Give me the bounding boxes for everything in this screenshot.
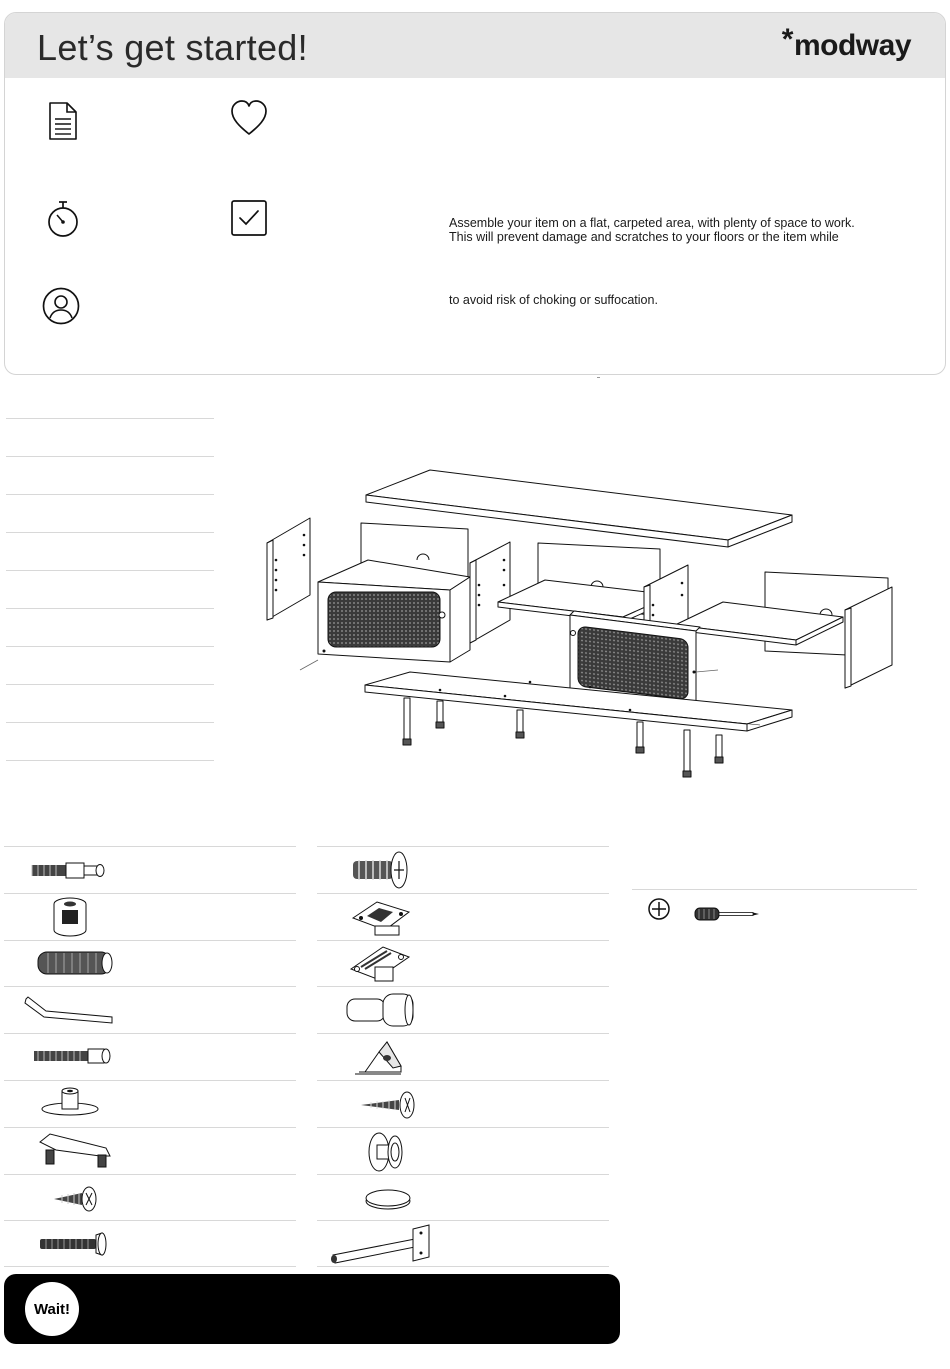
hardware-row-knob bbox=[317, 1127, 609, 1174]
machine-screw-icon bbox=[36, 1223, 112, 1265]
tiny-mark bbox=[597, 377, 600, 378]
warning-banner bbox=[4, 1274, 620, 1344]
left-side-panel bbox=[267, 518, 310, 620]
hinge-cup-icon bbox=[347, 943, 413, 985]
hardware-row-allen-key bbox=[4, 986, 296, 1033]
hardware-row-corner-bracket bbox=[317, 1033, 609, 1080]
heart-icon bbox=[229, 99, 269, 137]
leveling-foot-icon bbox=[38, 1083, 102, 1125]
hardware-row-hinge-cup bbox=[317, 940, 609, 987]
hardware-table-b bbox=[317, 846, 609, 1267]
allen-key-icon bbox=[22, 989, 118, 1031]
parts-row bbox=[6, 570, 214, 608]
brand-name: modway bbox=[793, 29, 911, 62]
intro-card bbox=[4, 12, 946, 375]
checkbox-icon bbox=[230, 199, 268, 237]
hardware-row-leg bbox=[317, 1220, 609, 1267]
hardware-row-shelf-clip bbox=[4, 1127, 296, 1174]
tools-divider bbox=[632, 889, 917, 890]
hardware-row-machine-screw bbox=[4, 1220, 296, 1267]
hardware-row-leveling-foot bbox=[4, 1080, 296, 1127]
parts-row bbox=[6, 418, 214, 456]
middle-divider bbox=[470, 542, 510, 643]
knob-icon bbox=[361, 1130, 411, 1172]
hardware-row-cam-bolt bbox=[4, 846, 296, 893]
cam-bolt-icon bbox=[28, 849, 108, 891]
screwdriver-icon bbox=[693, 904, 763, 924]
hinge-plate-icon bbox=[347, 896, 413, 938]
parts-row bbox=[6, 684, 214, 722]
hardware-row-felt-pad bbox=[317, 1174, 609, 1221]
felt-pad-icon bbox=[361, 1177, 415, 1219]
shelf-pin-icon bbox=[343, 989, 419, 1031]
hardware-table-a bbox=[4, 846, 296, 1267]
user-icon bbox=[40, 287, 82, 325]
phillips-head-icon bbox=[647, 897, 671, 921]
parts-row bbox=[6, 494, 214, 532]
parts-row bbox=[6, 722, 214, 760]
intro-header bbox=[5, 13, 945, 78]
wood-screw-icon bbox=[52, 1177, 102, 1219]
drawer-screw-icon bbox=[347, 849, 413, 891]
hardware-row-hinge-plate bbox=[317, 893, 609, 940]
document-icon bbox=[45, 101, 81, 141]
workspace-text-line2: This will prevent damage and scratches to your floors or the item while bbox=[449, 230, 839, 244]
hardware-row-drawer-screw bbox=[317, 846, 609, 893]
stopwatch-icon bbox=[45, 199, 81, 239]
hardware-row-drywall-screw bbox=[317, 1080, 609, 1127]
wood-dowel-icon bbox=[34, 943, 118, 985]
hardware-row-cam-lock bbox=[4, 893, 296, 940]
workspace-text-line1: Assemble your item on a flat, carpeted area, with plenty of space to work. bbox=[449, 216, 855, 230]
hardware-row-wood-screw bbox=[4, 1174, 296, 1221]
parts-row bbox=[6, 456, 214, 494]
shelf-clip-icon bbox=[34, 1130, 114, 1172]
leg-icon bbox=[329, 1223, 433, 1267]
hardware-row-wood-dowel bbox=[4, 940, 296, 987]
parts-list bbox=[6, 418, 214, 761]
parts-row bbox=[6, 760, 214, 761]
cam-lock-icon bbox=[48, 896, 98, 938]
page-title: Let’s get started! bbox=[37, 27, 308, 68]
left-cabinet bbox=[318, 560, 470, 662]
connector-bolt-icon bbox=[30, 1036, 116, 1078]
safety-text: to avoid risk of choking or suffocation. bbox=[449, 293, 658, 307]
wait-badge: Wait! bbox=[25, 1282, 79, 1336]
hardware-row-shelf-pin bbox=[317, 986, 609, 1033]
corner-bracket-icon bbox=[351, 1036, 411, 1078]
parts-row bbox=[6, 532, 214, 570]
brand-logo bbox=[781, 23, 911, 63]
parts-row bbox=[6, 646, 214, 684]
parts-row bbox=[6, 608, 214, 646]
exploded-view-diagram bbox=[260, 465, 900, 785]
hardware-row-connector-bolt bbox=[4, 1033, 296, 1080]
drywall-screw-icon bbox=[359, 1083, 419, 1125]
brand-mark: * bbox=[781, 23, 793, 56]
